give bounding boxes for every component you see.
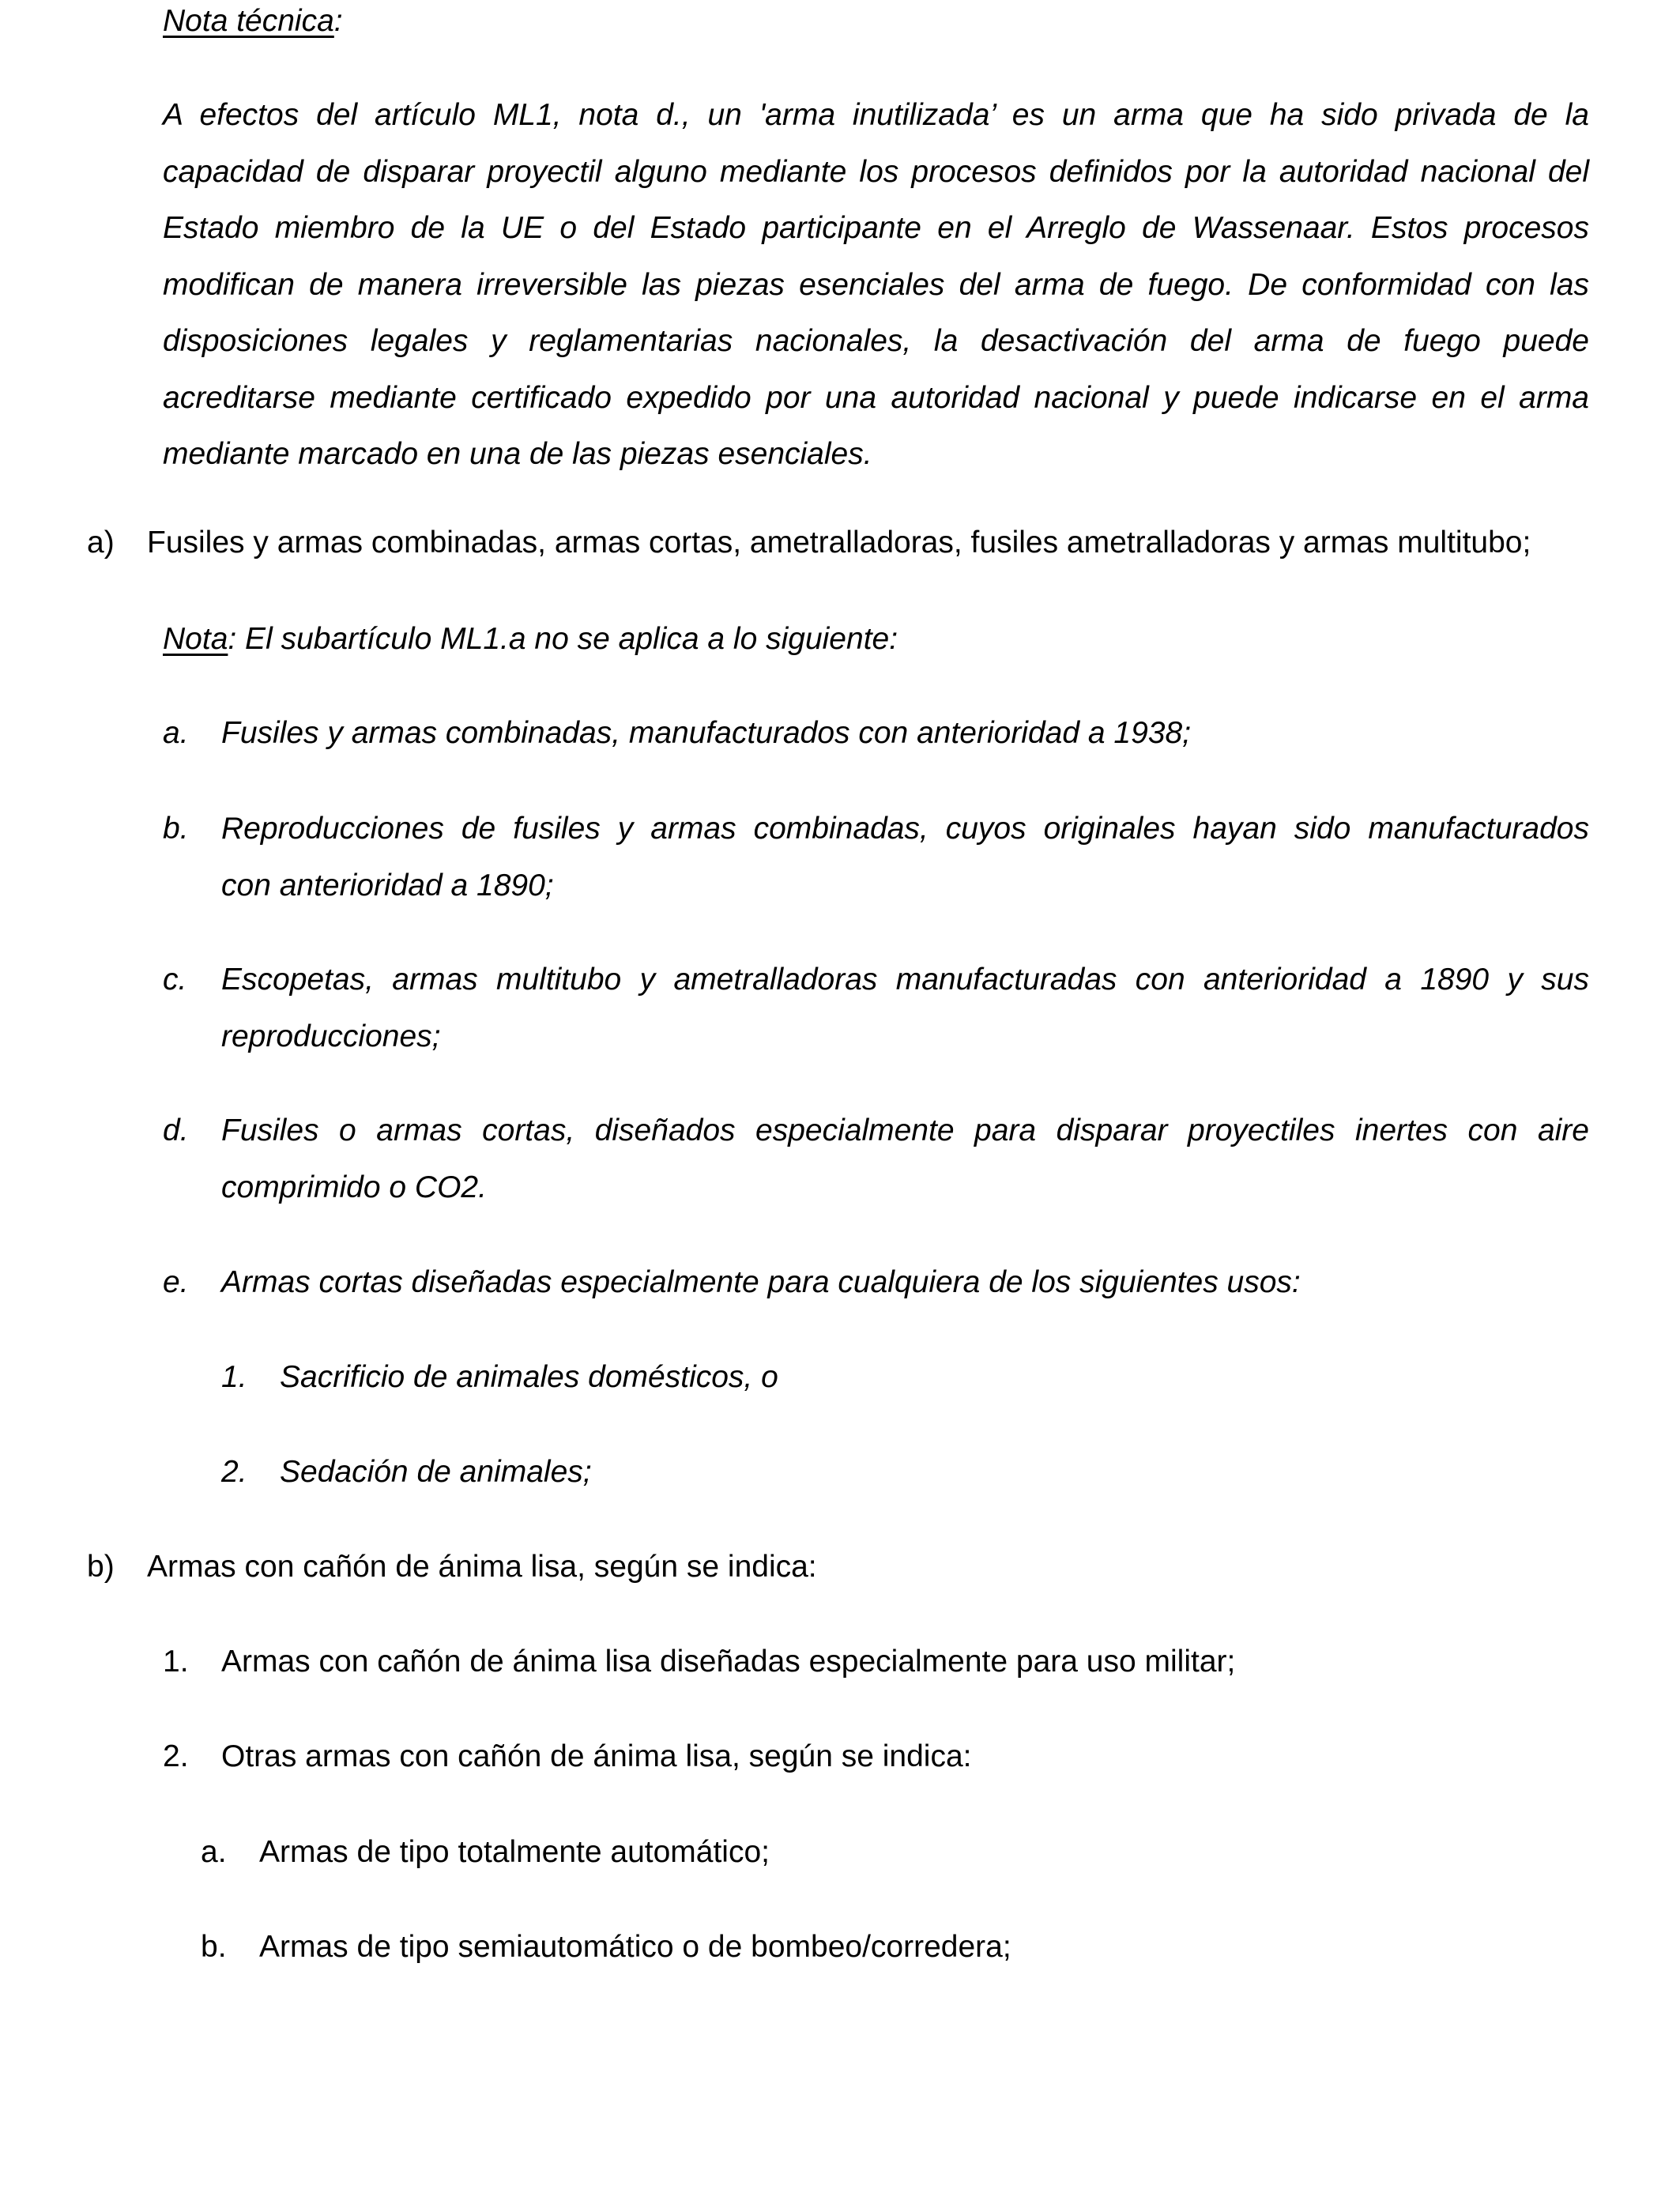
nota-subitem-d: [163, 1111, 1589, 1215]
nota-text: : El subartículo ML1.a no se aplica a lo siguiente:: [228, 622, 898, 656]
subitem-text: [221, 951, 1589, 1064]
subitem-label: b.: [163, 812, 189, 846]
subitem-line: Escopetas, armas multitubo y ametralladoras manufacturadas con anterioridad a 1890 y sus: [221, 963, 1589, 997]
paragraph-line: Estado miembro de la UE o del Estado participante en el Arreglo de Wassenaar. Estos procesos: [163, 211, 1589, 245]
item-b-text: Armas con cañón de ánima lisa, según se indica:: [147, 1550, 817, 1584]
item-a-text: Fusiles y armas combinadas, armas cortas, ametralladoras, fusiles ametralladoras y armas multitubo;: [147, 526, 1531, 560]
paragraph-line: capacidad de disparar proyectil alguno mediante los procesos definidos por la autoridad nacional del: [163, 154, 1589, 189]
subitem-label: 1.: [163, 1645, 189, 1679]
item-a-label: a): [87, 526, 115, 560]
subitem-text: Armas de tipo totalmente automático;: [259, 1835, 770, 1869]
nota-subitem-b: [163, 809, 1589, 914]
subitem-text: Armas cortas diseñadas especialmente para cualquiera de los siguientes usos:: [221, 1265, 1301, 1299]
paragraph-line: disposiciones legales y reglamentarias nacionales, la desactivación del arma de fuego puede: [163, 324, 1589, 358]
subitem-line: Fusiles o armas cortas, diseñados especialmente para disparar proyectiles inertes con aire: [221, 1113, 1589, 1147]
subitem-label: d.: [163, 1113, 189, 1147]
subitem-label: c.: [163, 963, 187, 997]
subitem-label: 2.: [163, 1739, 189, 1773]
subitem-label: e.: [163, 1265, 189, 1299]
nota-subitem-c: [163, 960, 1589, 1064]
nota-tecnica-heading-text: Nota técnica: [163, 4, 334, 38]
item-b-label: b): [87, 1550, 115, 1584]
subitem-text: Sacrificio de animales domésticos, o: [280, 1360, 778, 1394]
subitem-text: [221, 801, 1589, 914]
subitem-label: a.: [201, 1835, 227, 1869]
subitem-label: b.: [201, 1930, 227, 1964]
paragraph-line: mediante marcado en una de las piezas esenciales.: [163, 437, 872, 471]
subitem-text: Armas con cañón de ánima lisa diseñadas especialmente para uso militar;: [221, 1645, 1236, 1679]
subitem-label: a.: [163, 716, 189, 750]
paragraph-line: modifican de manera irreversible las piezas esenciales del arma de fuego. De conformidad con las: [163, 267, 1589, 302]
subitem-text: Otras armas con cañón de ánima lisa, según se indica:: [221, 1739, 972, 1773]
subitem-line: Reproducciones de fusiles y armas combinadas, cuyos originales hayan sido manufacturados: [221, 812, 1589, 846]
subitem-text: Fusiles y armas combinadas, manufacturados con anterioridad a 1938;: [221, 716, 1191, 750]
subitem-text: [221, 1102, 1589, 1215]
item-a-nota: [163, 620, 898, 659]
paragraph-line: acreditarse mediante certificado expedido por una autoridad nacional y puede indicarse en el arma: [163, 380, 1589, 415]
nota-tecnica-heading: [163, 2, 343, 41]
subitem-label: 1.: [221, 1360, 247, 1394]
paragraph-line: A efectos del artículo ML1, nota d., un 'arma inutilizada’ es un arma que ha sido privada de la: [163, 98, 1589, 132]
nota-label: Nota: [163, 622, 228, 656]
subitem-label: 2.: [221, 1455, 247, 1489]
subitem-line: con anterioridad a 1890;: [221, 868, 554, 902]
subitem-line: comprimido o CO2.: [221, 1170, 487, 1204]
nota-tecnica-heading-colon: :: [333, 4, 343, 38]
subitem-text: Armas de tipo semiautomático o de bombeo/corredera;: [259, 1930, 1011, 1964]
subitem-text: Sedación de animales;: [280, 1455, 592, 1489]
subitem-line: reproducciones;: [221, 1019, 441, 1053]
nota-tecnica-paragraph: [163, 87, 1589, 483]
